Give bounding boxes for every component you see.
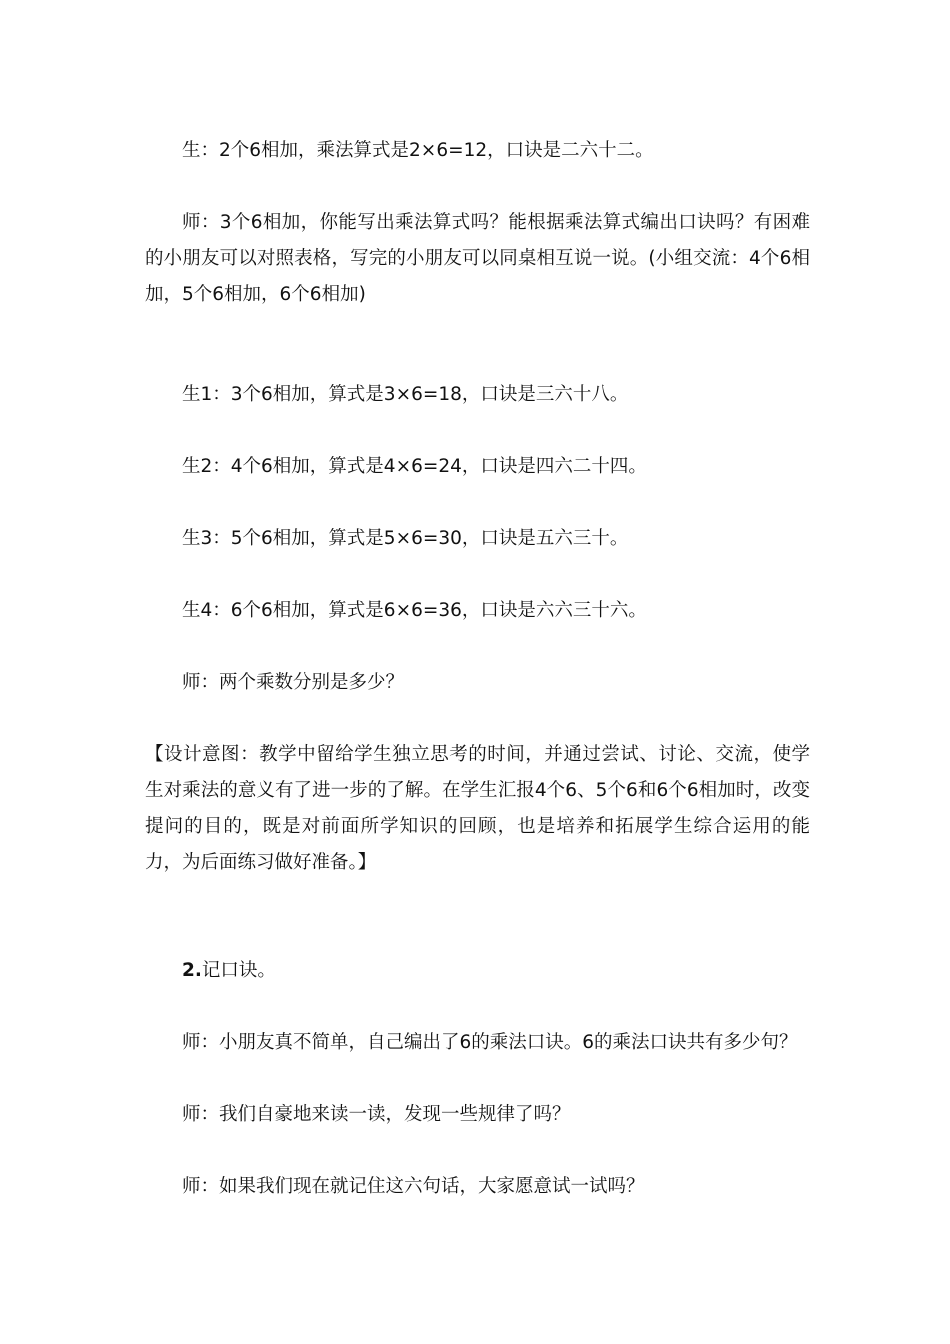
paragraph-design-intent: 【设计意图：教学中留给学生独立思考的时间，并通过尝试、讨论、交流，使学生对乘法的意义有了进一步的了解。在学生汇报4个6、5个6和6个6相加时，改变提问的目的，既是对前面所学知识的回顾，也是培养和拓展学生综合运用的能力，为后面练习做好准备。】 — [145, 744, 810, 873]
paragraph-student3: 生3：5个6相加，算式是5×6=30，口诀是五六三十。 — [182, 528, 629, 549]
paragraph-teacher-question: 师：3个6相加，你能写出乘法算式吗？能根据乘法算式编出口诀吗？有困难的小朋友可以对照表格，写完的小朋友可以同桌相互说一说。(小组交流：4个6相加，5个6相加，6个6相加) — [145, 212, 810, 305]
section-number: 2. — [182, 960, 202, 981]
section-heading-memorize — [145, 953, 810, 989]
paragraph-teacher-praise: 师：小朋友真不简单，自己编出了6的乘法口诀。6的乘法口诀共有多少句？ — [182, 1032, 798, 1053]
paragraph-teacher-factors: 师：两个乘数分别是多少？ — [182, 672, 405, 693]
paragraph-teacher-read: 师：我们自豪地来读一读，发现一些规律了吗？ — [182, 1104, 571, 1125]
paragraph-student-2x6: 生：2个6相加，乘法算式是2×6=12，口诀是二六十二。 — [182, 140, 654, 161]
section-title: 记口诀。 — [201, 960, 276, 981]
paragraph-student4: 生4：6个6相加，算式是6×6=36，口诀是六六三十六。 — [182, 600, 647, 621]
paragraph-student2: 生2：4个6相加，算式是4×6=24，口诀是四六二十四。 — [182, 456, 647, 477]
paragraph-student1: 生1：3个6相加，算式是3×6=18，口诀是三六十八。 — [182, 384, 629, 405]
paragraph-teacher-remember: 师：如果我们现在就记住这六句话，大家愿意试一试吗？ — [182, 1176, 645, 1197]
